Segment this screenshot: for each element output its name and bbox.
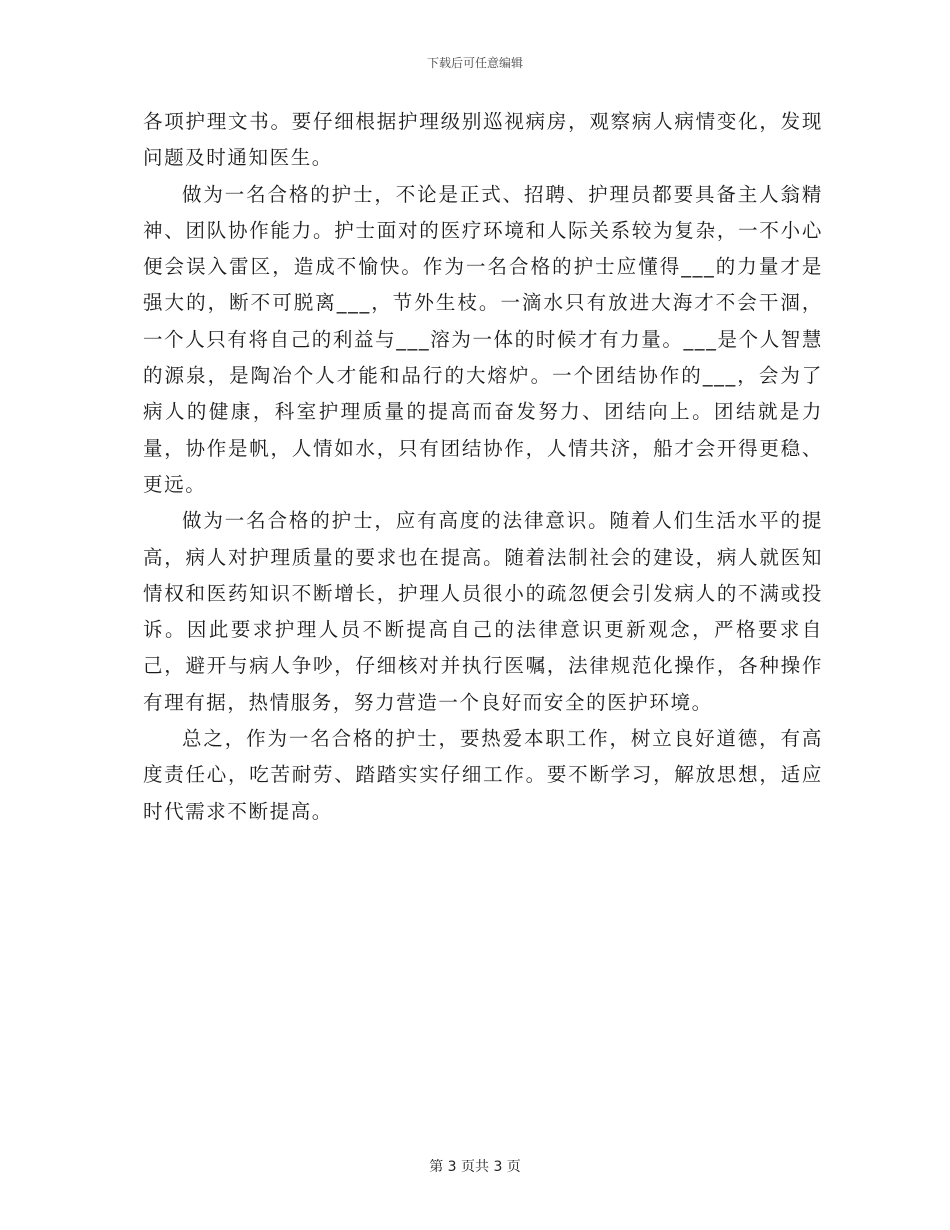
document-body — [143, 104, 823, 830]
page-number: 第 3 页共 3 页 — [429, 1159, 521, 1175]
paragraph-teamwork: 做为一名合格的护士，不论是正式、招聘、护理员都要具备主人翁精神、团队协作能力。护士面对的医疗环境和人际关系较为复杂，一不小心便会误入雷区，造成不愉快。作为一名合格的护士应懂得___的力量才是强大的，断不可脱离___，节外生枝。一滴水只有放进大海才不会干涸，一个人只有将自己的利益与___溶为一体的时候才有力量。___是个人智慧的源泉，是陶冶个人才能和品行的大熔炉。一个团结协作的___，会为了病人的健康，科室护理质量的提高而奋发努力、团结向上。团结就是力量，协作是帆，人情如水，只有团结协作，人情共济，船才会开得更稳、更远。 — [143, 182, 824, 496]
paragraph-continuation: 各项护理文书。要仔细根据护理级别巡视病房，观察病人病情变化，发现问题及时通知医生。 — [143, 110, 823, 170]
page-header-note: 下载后可任意编辑 — [426, 56, 523, 70]
paragraph-legal-awareness: 做为一名合格的护士，应有高度的法律意识。随着人们生活水平的提高，病人对护理质量的要求也在提高。随着法制社会的建设，病人就医知情权和医药知识不断增长，护理人员很小的疏忽便会引发病人的不满或投诉。因此要求护理人员不断提高自己的法律意识更新观念，严格要求自己，避开与病人争吵，仔细核对并执行医嘱，法律规范化操作，各种操作有理有据，热情服务，努力营造一个良好而安全的医护环境。 — [143, 509, 823, 714]
paragraph-conclusion: 总之，作为一名合格的护士，要热爱本职工作，树立良好道德，有高度责任心，吃苦耐劳、踏踏实实仔细工作。要不断学习，解放思想，适应时代需求不断提高。 — [143, 727, 823, 823]
